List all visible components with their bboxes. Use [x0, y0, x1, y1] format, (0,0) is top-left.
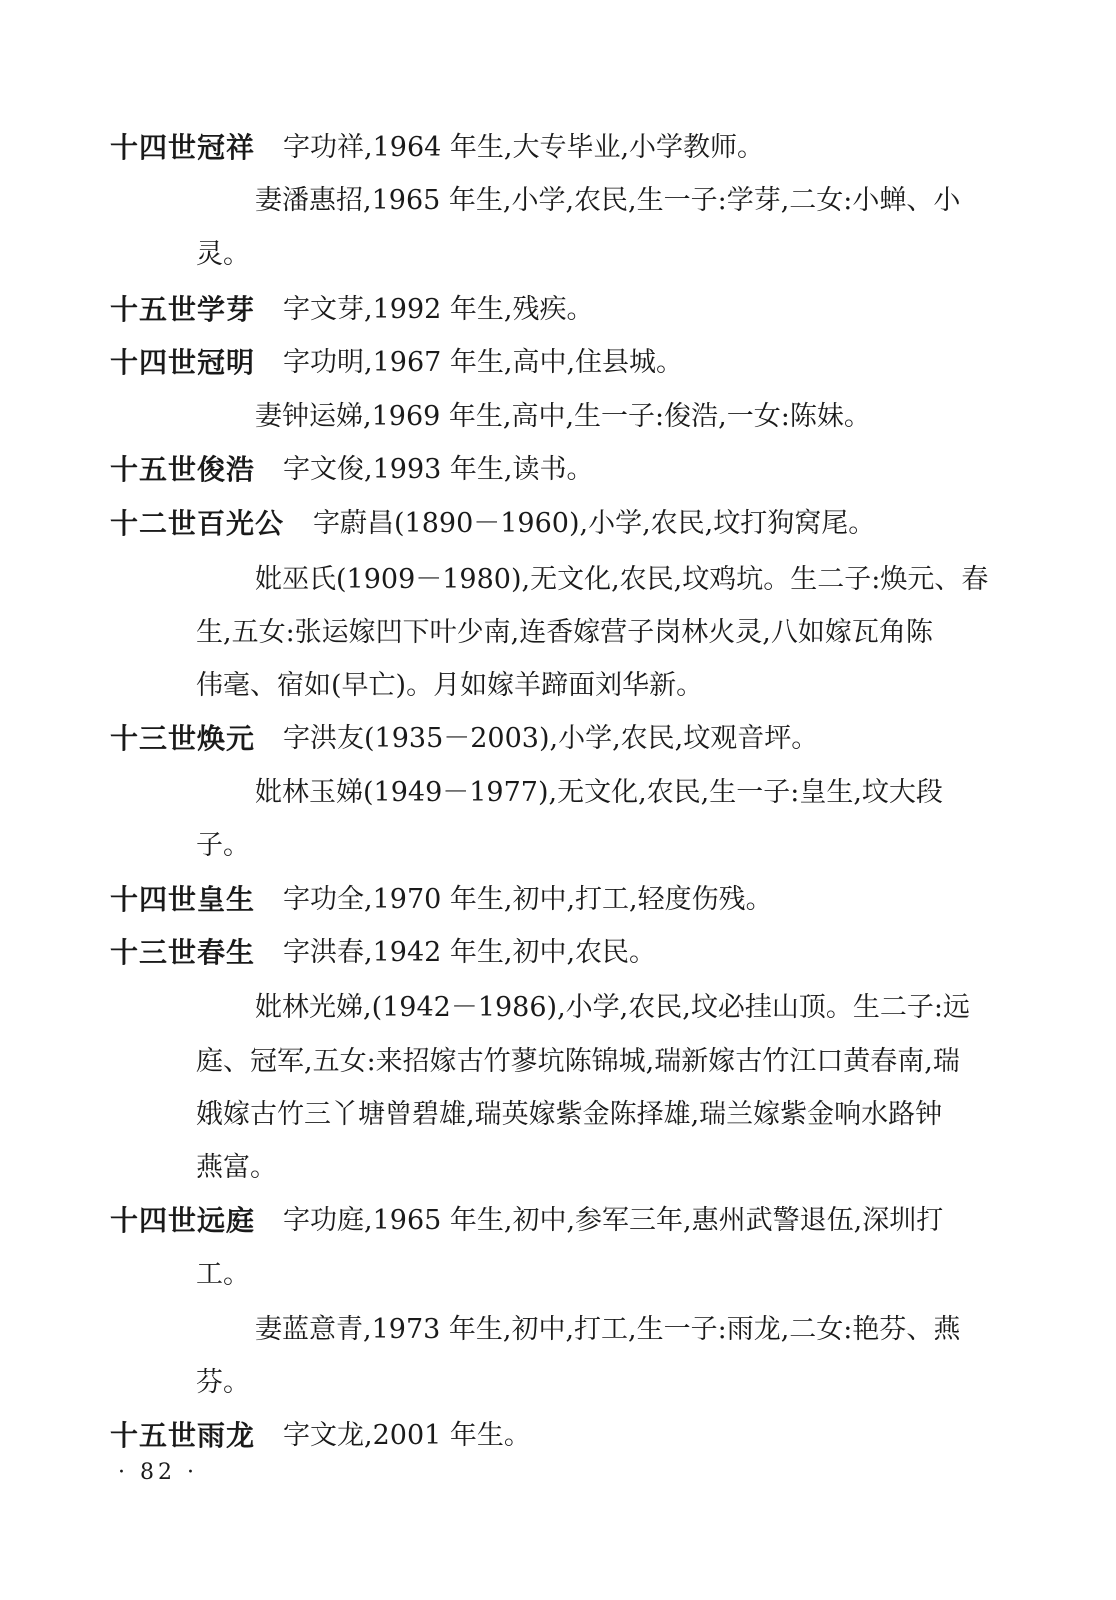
entry-text: 娥嫁古竹三丫塘曾碧雄,瑞英嫁紫金陈择雄,瑞兰嫁紫金响水路钟	[196, 1099, 943, 1130]
generation-heading: 十四世冠明	[110, 346, 256, 379]
entry-text: 字功祥,1964 年生,大专毕业,小学教师。	[283, 132, 765, 163]
entry-text: 字洪友(1935－2003),小学,农民,坟观音坪。	[283, 723, 819, 754]
entry-text: 子。	[196, 830, 250, 861]
entry-text: 妻潘惠招,1965 年生,小学,农民,生一子:学芽,二女:小蝉、小	[255, 185, 961, 216]
entry-text: 妻钟运娣,1969 年生,高中,生一子:俊浩,一女:陈妹。	[255, 401, 871, 432]
generation-heading: 十二世百光公	[110, 507, 285, 540]
entry-text: 芬。	[196, 1367, 250, 1398]
entry-text: 字蔚昌(1890－1960),小学,农民,坟打狗窝尾。	[313, 508, 876, 539]
entry-text: 燕富。	[196, 1152, 277, 1183]
entry-text: 庭、冠军,五女:来招嫁古竹蓼坑陈锦城,瑞新嫁古竹江口黄春南,瑞	[196, 1046, 960, 1077]
entry-text: 字文芽,1992 年生,残疾。	[283, 294, 594, 325]
entry-text: 妻蓝意青,1973 年生,初中,打工,生一子:雨龙,二女:艳芬、燕	[255, 1314, 961, 1345]
generation-heading: 十四世冠祥	[110, 131, 256, 164]
entry-text: 字功明,1967 年生,高中,住县城。	[283, 347, 684, 378]
generation-heading: 十三世春生	[110, 936, 256, 969]
entry-text: 妣巫氏(1909－1980),无文化,农民,坟鸡坑。生二子:焕元、春	[255, 564, 989, 595]
generation-heading: 十五世雨龙	[110, 1419, 256, 1452]
entry-text: 字功庭,1965 年生,初中,参军三年,惠州武警退伍,深圳打	[283, 1205, 944, 1236]
generation-heading: 十五世俊浩	[110, 453, 256, 486]
entry-text: 字文俊,1993 年生,读书。	[283, 454, 594, 485]
generation-heading: 十三世焕元	[110, 722, 256, 755]
entry-text: 字洪春,1942 年生,初中,农民。	[283, 937, 657, 968]
entry-text: 妣林光娣,(1942－1986),小学,农民,坟必挂山顶。生二子:远	[255, 992, 970, 1023]
entry-text: 字文龙,2001 年生。	[283, 1420, 531, 1451]
entry-text: 字功全,1970 年生,初中,打工,轻度伤残。	[283, 884, 773, 915]
generation-heading: 十四世皇生	[110, 883, 256, 916]
entry-text: 伟毫、宿如(早亡)。月如嫁羊蹄面刘华新。	[196, 670, 704, 701]
generation-heading: 十五世学芽	[110, 293, 256, 326]
entry-text: 妣林玉娣(1949－1977),无文化,农民,生一子:皇生,坟大段	[255, 777, 943, 808]
generation-heading: 十四世远庭	[110, 1204, 256, 1237]
entry-text: 灵。	[196, 239, 250, 270]
page-number: · 82 ·	[118, 1460, 198, 1485]
entry-text: 工。	[196, 1259, 250, 1290]
entry-text: 生,五女:张运嫁凹下叶少南,连香嫁营子岗林火灵,八如嫁瓦角陈	[196, 617, 933, 648]
